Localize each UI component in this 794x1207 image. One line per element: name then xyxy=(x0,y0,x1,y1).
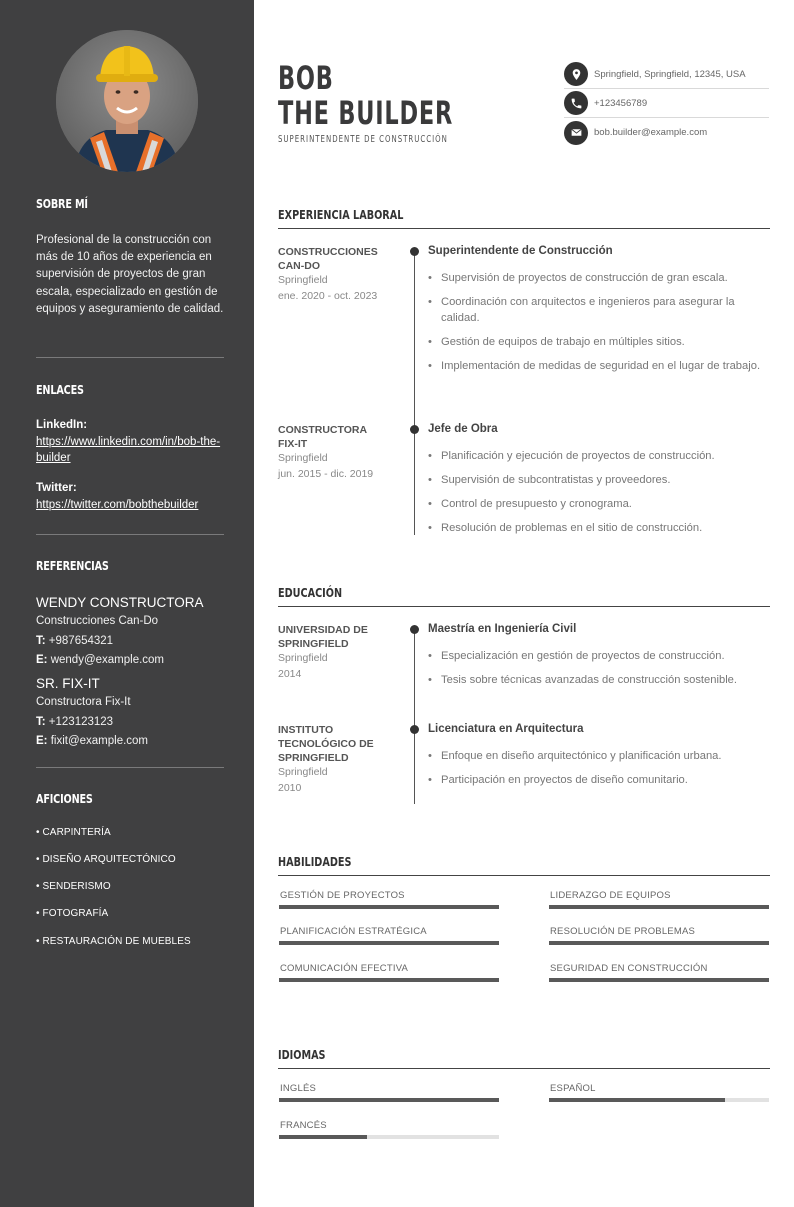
skill-item: GESTIÓN DE PROYECTOS xyxy=(279,890,499,909)
divider xyxy=(36,767,224,768)
education-degree: Maestría en Ingeniería Civil xyxy=(428,623,577,635)
skill-item: RESOLUCIÓN DE PROBLEMAS xyxy=(549,926,769,945)
list-item: • Gestión de equipos de trabajo en múltiples sitios. xyxy=(428,334,768,350)
reference-company: Constructora Fix-It xyxy=(36,696,131,709)
reference-item xyxy=(36,675,226,750)
list-item: • Especialización en gestión de proyectos de construcción. xyxy=(428,648,768,664)
contact-phone xyxy=(564,89,769,118)
skill-bar xyxy=(279,905,499,909)
profile-photo xyxy=(56,30,198,172)
address-text: Springfield, Springfield, 12345, USA xyxy=(594,68,746,80)
divider xyxy=(36,357,224,358)
timeline-dot xyxy=(410,625,419,634)
last-name: THE BUILDER xyxy=(278,94,454,132)
skill-bar xyxy=(549,905,769,909)
skills-heading: HABILIDADES xyxy=(278,854,770,876)
language-bar xyxy=(549,1098,769,1102)
list-item: • Enfoque en diseño arquitectónico y planificación urbana. xyxy=(428,748,768,764)
education-bullets xyxy=(428,748,768,796)
link-twitter xyxy=(36,480,226,513)
reference-email: E: wendy@example.com xyxy=(36,653,165,666)
experience-company: CONSTRUCCIONES CAN-DO Springfield ene. 2020 - oct. 2023 xyxy=(278,246,378,302)
list-item: • Tesis sobre técnicas avanzadas de construcción sostenible. xyxy=(428,672,768,688)
skill-bar xyxy=(279,978,499,982)
level-fill xyxy=(279,905,499,909)
education-timeline xyxy=(414,630,415,804)
timeline-dot xyxy=(410,425,419,434)
language-item: FRANCÉS xyxy=(279,1120,499,1139)
language-item: ESPAÑOL xyxy=(549,1083,769,1102)
email-text: bob.builder@example.com xyxy=(594,127,708,138)
location-pin-icon xyxy=(564,62,588,86)
profile-photo-image xyxy=(56,30,198,172)
contact-address xyxy=(564,60,769,89)
level-fill xyxy=(549,905,769,909)
hobby-item: • FOTOGRAFÍA xyxy=(36,908,109,919)
education-school: INSTITUTO TECNOLÓGICO DE SPRINGFIELD Springfield 2010 xyxy=(278,724,374,794)
list-item: • Supervisión de subcontratistas y proveedores. xyxy=(428,472,768,488)
sidebar xyxy=(0,0,254,1207)
link-linkedin xyxy=(36,417,226,466)
phone-icon xyxy=(564,91,588,115)
education-degree: Licenciatura en Arquitectura xyxy=(428,723,584,735)
level-fill xyxy=(549,978,769,982)
experience-role: Jefe de Obra xyxy=(428,423,498,435)
skill-item: COMUNICACIÓN EFECTIVA xyxy=(279,963,499,982)
language-bar xyxy=(279,1135,499,1139)
list-item: • Control de presupuesto y cronograma. xyxy=(428,496,768,512)
education-heading: EDUCACIÓN xyxy=(278,585,770,607)
level-fill xyxy=(549,941,769,945)
skill-item: PLANIFICACIÓN ESTRATÉGICA xyxy=(279,926,499,945)
level-fill xyxy=(279,941,499,945)
timeline-dot xyxy=(410,247,419,256)
skill-bar xyxy=(279,941,499,945)
list-item: • Planificación y ejecución de proyectos de construcción. xyxy=(428,448,768,464)
languages-heading: IDIOMAS xyxy=(278,1047,770,1069)
links-heading: ENLACES xyxy=(36,382,84,397)
experience-timeline xyxy=(414,252,415,535)
education-bullets xyxy=(428,648,768,696)
timeline-dot xyxy=(410,725,419,734)
job-title: SUPERINTENDENTE DE CONSTRUCCIÓN xyxy=(278,134,448,145)
contact-email xyxy=(564,118,769,147)
hobby-item: • CARPINTERÍA xyxy=(36,827,111,838)
about-heading: SOBRE MÍ xyxy=(36,196,88,211)
reference-name: SR. FIX-IT xyxy=(36,676,100,691)
twitter-label: Twitter: xyxy=(36,482,77,494)
first-name: BOB xyxy=(278,59,334,97)
level-fill xyxy=(279,1098,499,1102)
skill-item: LIDERAZGO DE EQUIPOS xyxy=(549,890,769,909)
experience-company: CONSTRUCTORA FIX-IT Springfield jun. 2015 - dic. 2019 xyxy=(278,424,374,480)
education-school: UNIVERSIDAD DE SPRINGFIELD Springfield 2014 xyxy=(278,624,368,680)
divider xyxy=(36,534,224,535)
envelope-icon xyxy=(564,121,588,145)
hobbies-heading: AFICIONES xyxy=(36,791,93,806)
language-bar xyxy=(279,1098,499,1102)
phone-text: +123456789 xyxy=(594,97,648,109)
reference-company: Construcciones Can-Do xyxy=(36,615,159,628)
list-item: • Coordinación con arquitectos e ingenieros para asegurar la calidad. xyxy=(428,294,768,326)
twitter-link[interactable]: https://twitter.com/bobthebuilder xyxy=(36,499,199,512)
references-heading: REFERENCIAS xyxy=(36,558,109,573)
skill-bar xyxy=(549,941,769,945)
list-item: • Participación en proyectos de diseño comunitario. xyxy=(428,772,768,788)
about-text: Profesional de la construcción con más de 10 años de experiencia en supervisión de proyectos de gran escala, especializado en gestión de equipos y aseguramiento de calidad. xyxy=(36,234,224,315)
language-item: INGLÉS xyxy=(279,1083,499,1102)
hobby-item: • SENDERISMO xyxy=(36,881,111,892)
skill-bar xyxy=(549,978,769,982)
experience-bullets xyxy=(428,270,768,382)
experience-bullets xyxy=(428,448,768,544)
level-fill xyxy=(279,1135,367,1139)
experience-heading: EXPERIENCIA LABORAL xyxy=(278,207,770,229)
reference-phone: T: +987654321 xyxy=(36,635,114,648)
hobby-item: • DISEÑO ARQUITECTÓNICO xyxy=(36,854,176,865)
list-item: • Supervisión de proyectos de construcción de gran escala. xyxy=(428,270,768,286)
level-fill xyxy=(279,978,499,982)
list-item: • Implementación de medidas de seguridad en el lugar de trabajo. xyxy=(428,358,768,374)
reference-phone: T: +123123123 xyxy=(36,716,114,729)
reference-item xyxy=(36,594,226,669)
linkedin-link[interactable]: https://www.linkedin.com/in/bob-the-builder xyxy=(36,436,221,465)
skill-item: SEGURIDAD EN CONSTRUCCIÓN xyxy=(549,963,769,982)
reference-name: WENDY CONSTRUCTORA xyxy=(36,595,204,610)
level-fill xyxy=(549,1098,725,1102)
list-item: • Resolución de problemas en el sitio de construcción. xyxy=(428,520,768,536)
linkedin-label: LinkedIn: xyxy=(36,419,88,431)
hobby-item: • RESTAURACIÓN DE MUEBLES xyxy=(36,936,191,947)
experience-role: Superintendente de Construcción xyxy=(428,245,613,257)
reference-email: E: fixit@example.com xyxy=(36,734,149,747)
